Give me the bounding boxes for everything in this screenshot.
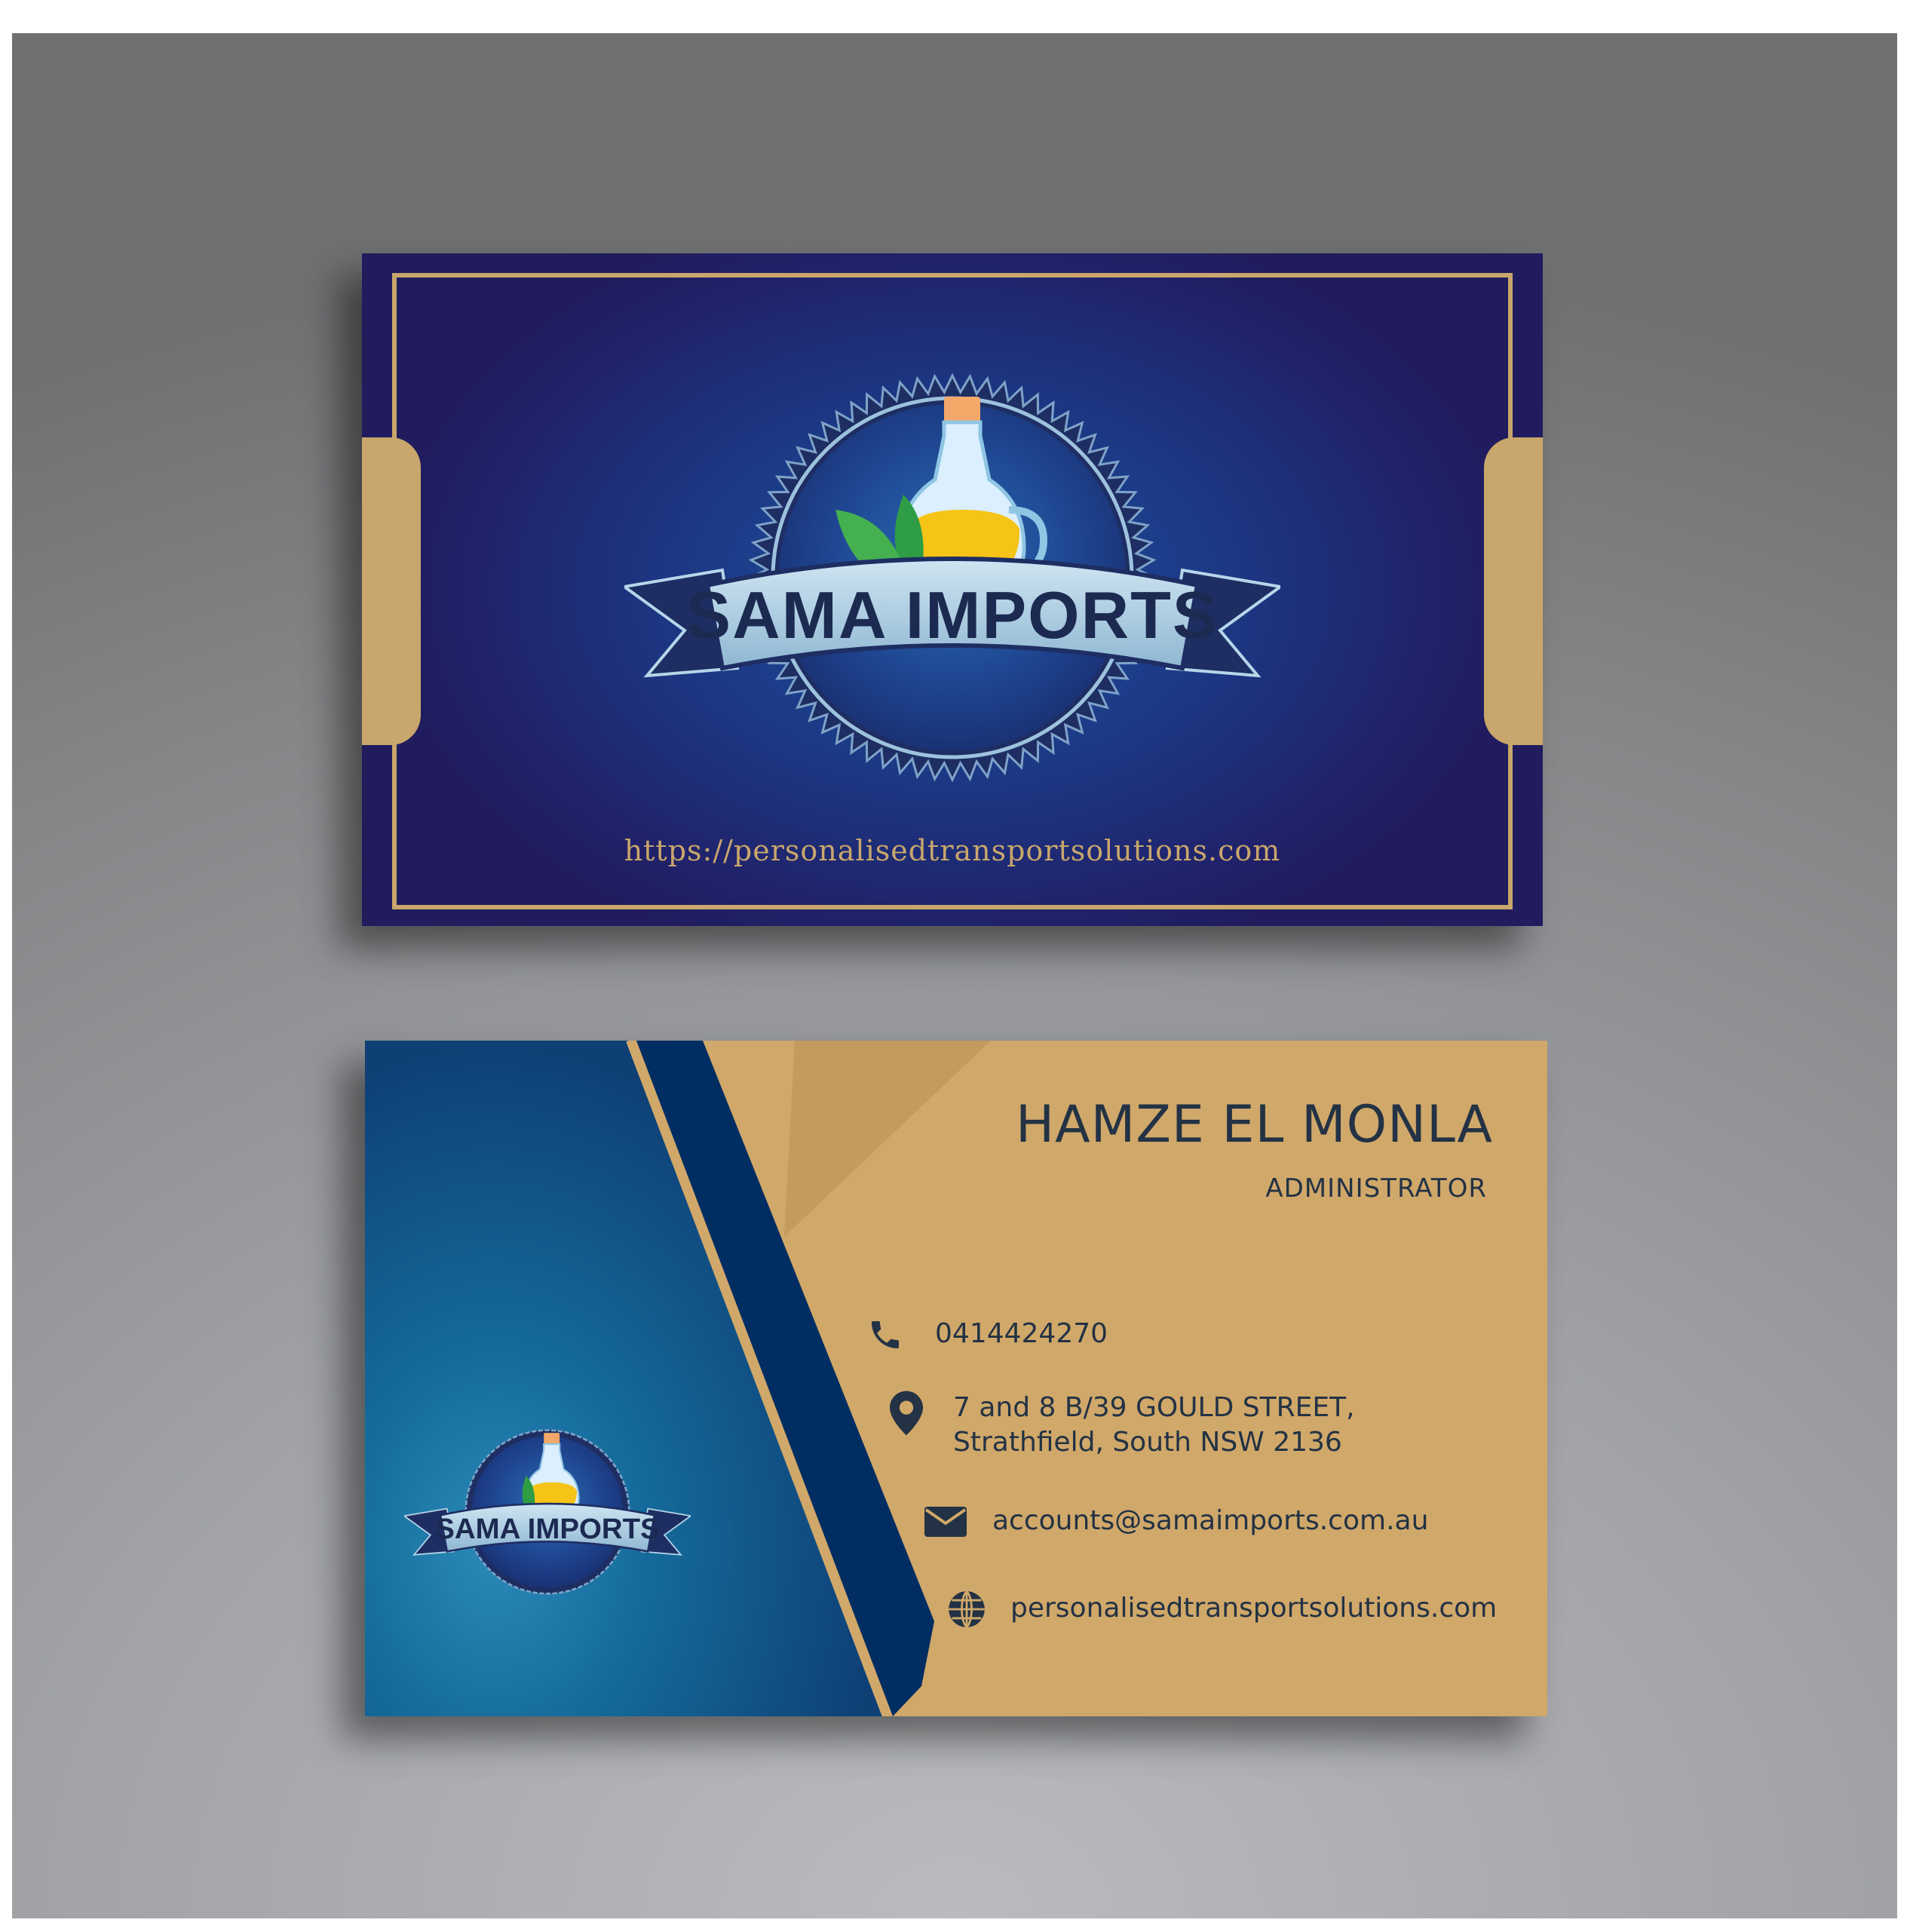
mockup-background <box>12 33 1897 1918</box>
person-title: ADMINISTRATOR <box>1265 1173 1487 1204</box>
logo-wordmark: SAMA IMPORTS <box>686 578 1219 652</box>
contact-address <box>884 1391 1355 1460</box>
person-name: HAMZE EL MONLA <box>1016 1095 1493 1155</box>
address-line-1: 7 and 8 B/39 GOULD STREET, <box>953 1392 1355 1423</box>
contact-phone[interactable] <box>863 1312 1108 1357</box>
email-address[interactable]: accounts@samaimports.com.au <box>992 1505 1429 1536</box>
front-website-url[interactable]: https://personalisedtransportsolutions.com <box>624 834 1281 867</box>
phone-number[interactable]: 0414424270 <box>935 1318 1108 1349</box>
sama-imports-logo-small <box>404 1418 691 1606</box>
contact-email[interactable] <box>923 1499 1428 1544</box>
website-url[interactable]: personalisedtransportsolutions.com <box>1010 1593 1498 1624</box>
business-card-back <box>365 1041 1547 1716</box>
location-pin-icon <box>884 1391 929 1436</box>
business-card-front <box>362 253 1543 926</box>
logo-wordmark-small: SAMA IMPORTS <box>435 1512 660 1545</box>
globe-icon <box>944 1587 989 1632</box>
contact-website[interactable] <box>944 1587 1497 1632</box>
envelope-icon <box>923 1499 968 1544</box>
gold-tab-left <box>362 437 421 745</box>
phone-icon <box>863 1312 908 1357</box>
address-line-2: Strathfield, South NSW 2136 <box>953 1427 1342 1458</box>
sama-imports-logo <box>624 366 1280 789</box>
gold-tab-right <box>1484 437 1543 745</box>
